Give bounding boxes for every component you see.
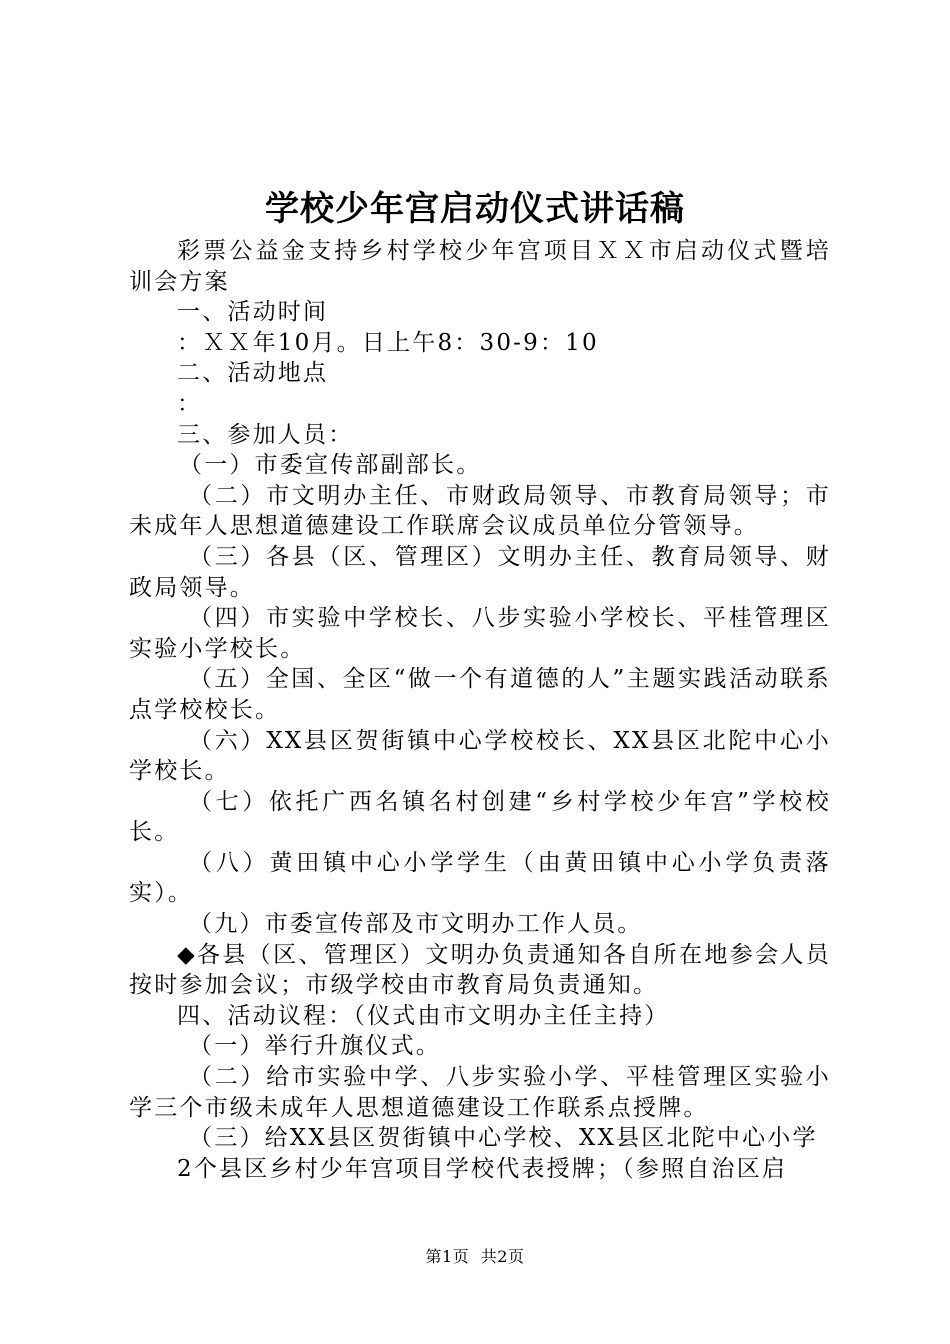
page-number: 第1页 (425, 1247, 470, 1266)
document-body (129, 236, 831, 1184)
participant-item-8: （八）黄田镇中心小学学生（由黄田镇中心小学负责落实）。 (129, 849, 831, 907)
document-title: 学校少年宫启动仪式讲话稿 (265, 189, 685, 229)
paragraph-program-title: 彩票公益金支持乡村学校少年宫项目ＸＸ市启动仪式暨培训会方案 (129, 238, 831, 295)
paragraph-activity-time: ：ＸＸ年10月。日上午8：30-9：10 (177, 329, 599, 356)
participant-item-2: （二）市文明办主任、市财政局领导、市教育局领导；市未成年人思想道德建设工作联席会议成员单位分管领导。 (129, 482, 831, 540)
participant-item-7: （七）依托广西名镇名村创建“乡村学校少年宫”学校校长。 (129, 788, 831, 846)
heading-activity-time: 一、活动时间 (177, 299, 329, 326)
page-total: 共2页 (480, 1247, 525, 1266)
heading-activity-location: 二、活动地点 (177, 360, 329, 387)
heading-agenda: 四、活动议程：（仪式由市文明办主任主持） (177, 1002, 670, 1029)
paragraph-activity-location: ： (177, 390, 203, 417)
participant-item-4: （四）市实验中学校长、八步实验小学校长、平桂管理区实验小学校长。 (129, 605, 831, 662)
notice-paragraph: ◆各县（区、管理区）文明办负责通知各自所在地参会人员按时参加会议；市级学校由市教育局负责通知。 (129, 941, 831, 999)
agenda-item-1: （一）举行升旗仪式。 (189, 1033, 441, 1060)
participant-item-6: （六）XX县区贺街镇中心学校校长、XX县区北陀中心小学校长。 (129, 727, 831, 785)
heading-participants: 三、参加人员： (177, 421, 354, 448)
participant-item-5: （五）全国、全区“做一个有道德的人”主题实践活动联系点学校校长。 (129, 666, 831, 723)
agenda-item-3-continued: 2个县区乡村少年宫项目学校代表授牌；（参照自治区启 (177, 1155, 788, 1182)
participant-item-3: （三）各县（区、管理区）文明办主任、教育局领导、财政局领导。 (129, 543, 831, 601)
agenda-item-3: （三）给XX县区贺街镇中心学校、XX县区北陀中心小学 (189, 1125, 818, 1152)
agenda-item-2: （二）给市实验中学、八步实验小学、平桂管理区实验小学三个市级未成年人思想道德建设工作联系点授牌。 (129, 1064, 831, 1121)
participant-item-1: （一）市委宣传部副部长。 (179, 452, 482, 479)
participant-item-9: （九）市委宣传部及市文明办工作人员。 (189, 911, 643, 938)
page-footer (0, 1244, 950, 1267)
